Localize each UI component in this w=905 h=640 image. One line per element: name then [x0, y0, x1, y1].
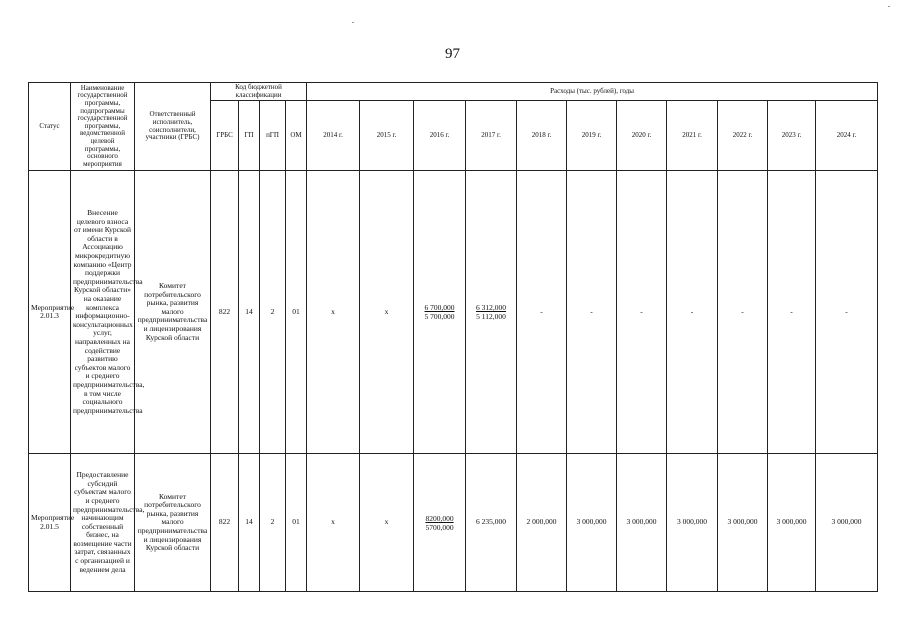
header-status: Статус	[29, 83, 71, 171]
header-budget-code: Код бюджетной классификации	[211, 83, 307, 101]
page-number: 97	[445, 46, 460, 62]
header-executor: Ответственный исполнитель, соисполнители, участники (ГРБС)	[135, 83, 211, 171]
table-row	[29, 454, 878, 592]
header-grbs: ГРБС	[211, 101, 239, 171]
value-2016-revised: 5 700,000	[424, 312, 455, 322]
value-cell-2015: х	[360, 171, 414, 454]
header-year: 2018 г.	[517, 101, 567, 171]
value-cell-2020: -	[617, 171, 667, 454]
header-om: ОМ	[286, 101, 307, 171]
grbs-cell: 822	[211, 454, 239, 592]
value-2017-revised: 5 112,000	[476, 312, 506, 322]
header-year: 2014 г.	[307, 101, 360, 171]
value-cell-2023: -	[768, 171, 816, 454]
header-expenses: Расходы (тыс. рублей), годы	[307, 83, 878, 101]
value-2017-original: 6 312,000	[476, 303, 507, 313]
header-year: 2020 г.	[617, 101, 667, 171]
value-cell-2019: 3 000,000	[567, 454, 617, 592]
value-cell-2021: 3 000,000	[667, 454, 718, 592]
grbs-cell: 822	[211, 171, 239, 454]
value-cell-2022: 3 000,000	[718, 454, 768, 592]
om-cell: 01	[286, 171, 307, 454]
header-year: 2019 г.	[567, 101, 617, 171]
value-cell-2021: -	[667, 171, 718, 454]
scan-speck	[888, 6, 890, 7]
value-cell-2014: х	[307, 171, 360, 454]
value-cell-2018: 2 000,000	[517, 454, 567, 592]
value-cell-2015: х	[360, 454, 414, 592]
header-year: 2023 г.	[768, 101, 816, 171]
executor-cell: Комитет потребительского рынка, развития малого предпринимательства и лицензирования Курской области	[135, 171, 211, 454]
value-cell-2023: 3 000,000	[768, 454, 816, 592]
value-cell-2020: 3 000,000	[617, 454, 667, 592]
executor-cell: Комитет потребительского рынка, развития малого предпринимательства и лицензирования Курской области	[135, 454, 211, 592]
value-cell-2014: х	[307, 454, 360, 592]
value-cell-2016	[414, 171, 466, 454]
gp-cell: 14	[239, 454, 260, 592]
value-cell-2022: -	[718, 171, 768, 454]
value-cell-2019: -	[567, 171, 617, 454]
value-cell-2017	[466, 171, 517, 454]
header-pgp: пГП	[260, 101, 286, 171]
om-cell: 01	[286, 454, 307, 592]
header-year: 2015 г.	[360, 101, 414, 171]
pgp-cell: 2	[260, 454, 286, 592]
header-year: 2022 г.	[718, 101, 768, 171]
status-cell: Мероприятие 2.01.3	[29, 171, 71, 454]
header-year: 2024 г.	[816, 101, 878, 171]
value-cell-2017: 6 235,000	[466, 454, 517, 592]
pgp-cell: 2	[260, 171, 286, 454]
budget-table	[28, 82, 878, 592]
status-cell: Мероприятие 2.01.5	[29, 454, 71, 592]
value-2016-original: 6 700,000	[424, 303, 455, 313]
value-2016-revised: 5700,000	[425, 522, 454, 532]
table-row	[29, 171, 878, 454]
header-name: Наименование государственной программы, подпрограммы государственной программы, ведомственной целевой программы, основного мероприятия	[71, 83, 135, 171]
header-year: 2016 г.	[414, 101, 466, 171]
value-2016-original: 8200,000	[425, 513, 454, 523]
scan-speck	[352, 22, 354, 23]
value-cell-2024: 3 000,000	[816, 454, 878, 592]
description-cell: Предоставление субсидий субъектам малого и среднего предпринимательства, начинающим собственный бизнес, на возмещение части затрат, связанных с организацией и ведением дела	[71, 454, 135, 592]
value-cell-2024: -	[816, 171, 878, 454]
description-cell: Внесение целевого взноса от имени Курской области в Ассоциацию микрокредитную компанию «Центр поддержки предпринимательства Курской области» на оказание комплекса информационно-консультационных услуг, направленных на содействие развитию субъектов малого и среднего предпринимательства, в том числе социального предпринимательства	[71, 171, 135, 454]
value-cell-2018: -	[517, 171, 567, 454]
header-year: 2021 г.	[667, 101, 718, 171]
header-gp: ГП	[239, 101, 260, 171]
value-cell-2016	[414, 454, 466, 592]
gp-cell: 14	[239, 171, 260, 454]
header-year: 2017 г.	[466, 101, 517, 171]
